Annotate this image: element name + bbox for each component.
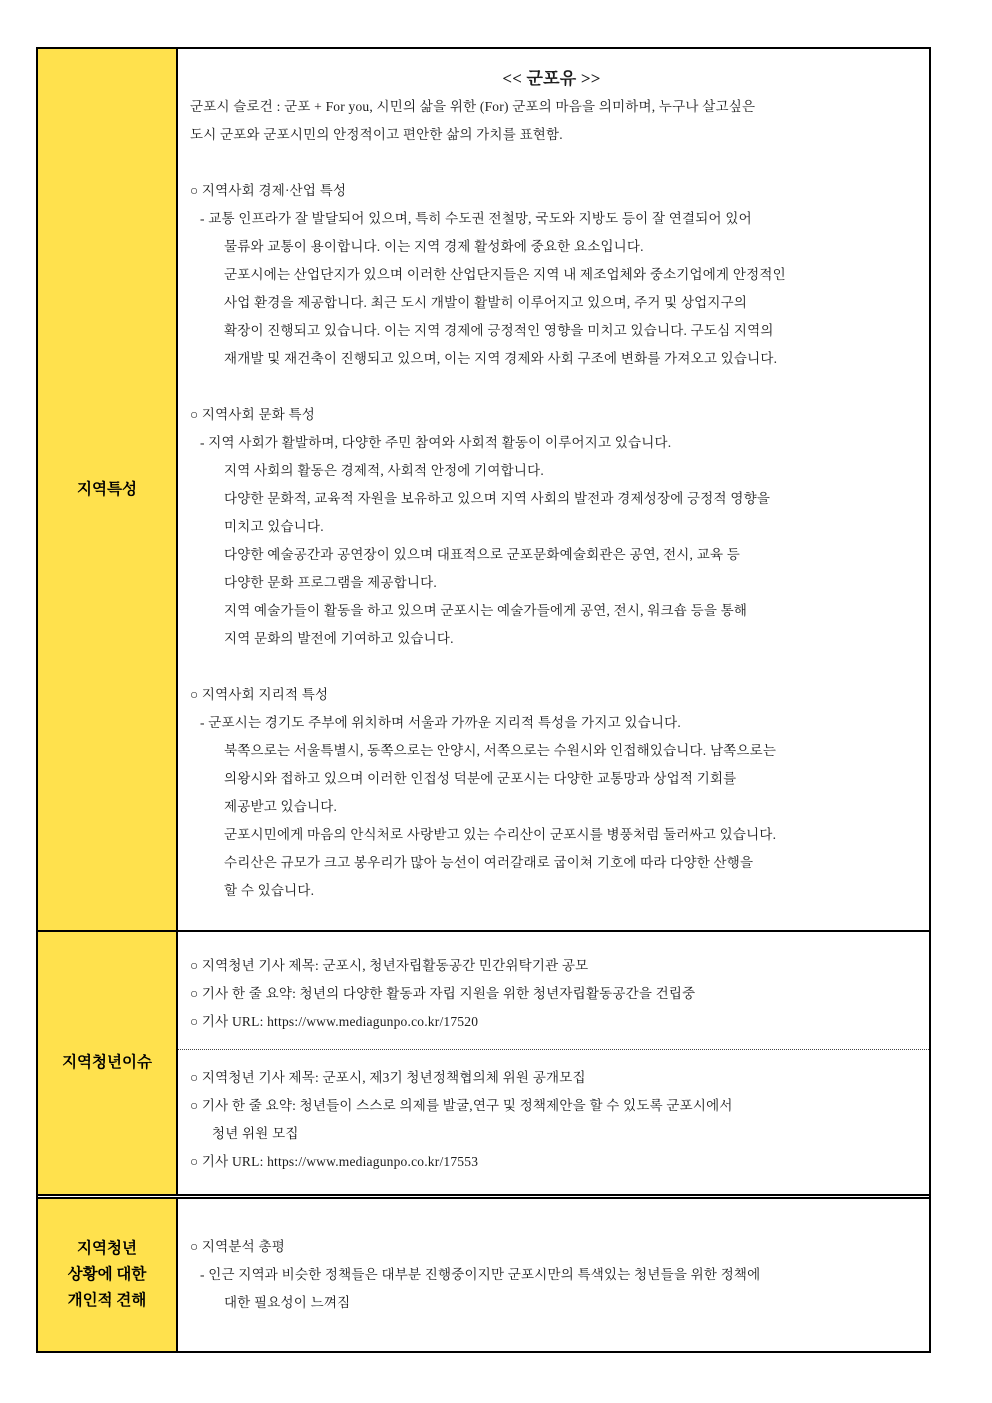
continuation-line: 다양한 문화 프로그램을 제공합니다. — [224, 575, 437, 590]
row-label — [38, 1199, 178, 1351]
row-label-text: 지역청년 — [77, 1240, 137, 1257]
dash-line: - 교통 인프라가 잘 발달되어 있으며, 특히 수도권 전철망, 국도와 지방도 등이 잘 연결되어 있어 — [200, 211, 752, 226]
row-content — [178, 932, 929, 1194]
bullet-line: ○ 지역사회 문화 특성 — [190, 407, 316, 422]
row-label — [38, 932, 178, 1194]
bullet-line: ○ 기사 한 줄 요약: 청년들이 스스로 의제를 발굴,연구 및 정책제안을 할 수 있도록 군포시에서 — [190, 1098, 733, 1113]
continuation-line: 제공받고 있습니다. — [224, 799, 338, 814]
continuation-line: 미치고 있습니다. — [224, 519, 324, 534]
row-label-text: 상황에 대한 — [67, 1266, 147, 1283]
continuation-line: 지역 문화의 발전에 기여하고 있습니다. — [224, 631, 454, 646]
dash-line: - 지역 사회가 활발하며, 다양한 주민 참여와 사회적 활동이 이루어지고 있습니다. — [200, 435, 672, 450]
continuation-line: 군포시민에게 마음의 안식처로 사랑받고 있는 수리산이 군포시를 병풍처럼 둘러싸고 있습니다. — [224, 827, 777, 842]
blank-line — [186, 373, 917, 401]
blank-line — [186, 149, 917, 177]
indented-line: 청년 위원 모집 — [212, 1126, 299, 1141]
row-label — [38, 49, 178, 930]
paragraph-line: 도시 군포와 군포시민의 안정적이고 편안한 삶의 가치를 표현함. — [190, 127, 563, 142]
continuation-line: 다양한 예술공간과 공연장이 있으며 대표적으로 군포문화예술회관은 공연, 전시, 교육 등 — [224, 547, 740, 562]
bullet-line: ○ 기사 URL: https://www.mediagunpo.co.kr/17553 — [190, 1154, 479, 1169]
row-label-text: 지역특성 — [77, 480, 137, 498]
dash-line: - 군포시는 경기도 주부에 위치하며 서울과 가까운 지리적 특성을 가지고 있습니다. — [200, 715, 681, 730]
continuation-line: 북쪽으로는 서울특별시, 동쪽으로는 안양시, 서쪽으로는 수원시와 인접해있습니다. 남쪽으로는 — [224, 743, 777, 758]
continuation-line: 사업 환경을 제공합니다. 최근 도시 개발이 활발히 이루어지고 있으며, 주거 및 상업지구의 — [224, 295, 748, 310]
bullet-line: ○ 지역사회 경제·산업 특성 — [190, 183, 347, 198]
bullet-line: ○ 지역분석 총평 — [190, 1239, 285, 1254]
bullet-line: ○ 지역청년 기사 제목: 군포시, 청년자립활동공간 민간위탁기관 공모 — [190, 958, 589, 973]
bullet-line: ○ 기사 한 줄 요약: 청년의 다양한 활동과 자립 지원을 위한 청년자립활동공간을 건립중 — [190, 986, 696, 1001]
continuation-line: 확장이 진행되고 있습니다. 이는 지역 경제에 긍정적인 영향을 미치고 있습니다. 구도심 지역의 — [224, 323, 774, 338]
dotted-divider — [178, 1049, 929, 1050]
paragraph-line: 군포시 슬로건 : 군포 + For you, 시민의 삶을 위한 (For) 군포의 마음을 의미하며, 누구나 살고싶은 — [190, 99, 756, 114]
continuation-line: 군포시에는 산업단지가 있으며 이러한 산업단지들은 지역 내 제조업체와 중소기업에게 안정적인 — [224, 267, 786, 282]
continuation-line: 의왕시와 접하고 있으며 이러한 인접성 덕분에 군포시는 다양한 교통망과 상업적 기회를 — [224, 771, 737, 786]
bullet-line: ○ 기사 URL: https://www.mediagunpo.co.kr/17520 — [190, 1014, 479, 1029]
continuation-line: 재개발 및 재건축이 진행되고 있으며, 이는 지역 경제와 사회 구조에 변화를 가져오고 있습니다. — [224, 351, 778, 366]
bullet-line: ○ 지역사회 지리적 특성 — [190, 687, 329, 702]
row-content — [178, 1199, 929, 1351]
table-row — [38, 49, 929, 930]
table-row — [38, 1194, 929, 1351]
section-title-line: << 군포유 >> — [502, 69, 601, 88]
dash-line: - 인근 지역과 비슷한 정책들은 대부분 진행중이지만 군포시만의 특색있는 청년들을 위한 정책에 — [200, 1267, 761, 1282]
continuation-line: 지역 사회의 활동은 경제적, 사회적 안정에 기여합니다. — [224, 463, 544, 478]
region-report-table — [36, 47, 931, 1353]
row-label-text: 지역청년이슈 — [62, 1054, 152, 1071]
continuation-line: 할 수 있습니다. — [224, 883, 315, 898]
continuation-line: 수리산은 규모가 크고 봉우리가 많아 능선이 여러갈래로 굽이쳐 기호에 따라 다양한 산행을 — [224, 855, 754, 870]
continuation-line: 대한 필요성이 느껴짐 — [224, 1295, 351, 1310]
continuation-line: 지역 예술가들이 활동을 하고 있으며 군포시는 예술가들에게 공연, 전시, 워크숍 등을 통해 — [224, 603, 748, 618]
table-row — [38, 930, 929, 1194]
bullet-line: ○ 지역청년 기사 제목: 군포시, 제3기 청년정책협의체 위원 공개모집 — [190, 1070, 586, 1085]
blank-line — [186, 653, 917, 681]
continuation-line: 물류와 교통이 용이합니다. 이는 지역 경제 활성화에 중요한 요소입니다. — [224, 239, 644, 254]
row-content — [178, 49, 929, 930]
row-label-text: 개인적 견해 — [67, 1292, 147, 1309]
continuation-line: 다양한 문화적, 교육적 자원을 보유하고 있으며 지역 사회의 발전과 경제성장에 긍정적 영향을 — [224, 491, 771, 506]
